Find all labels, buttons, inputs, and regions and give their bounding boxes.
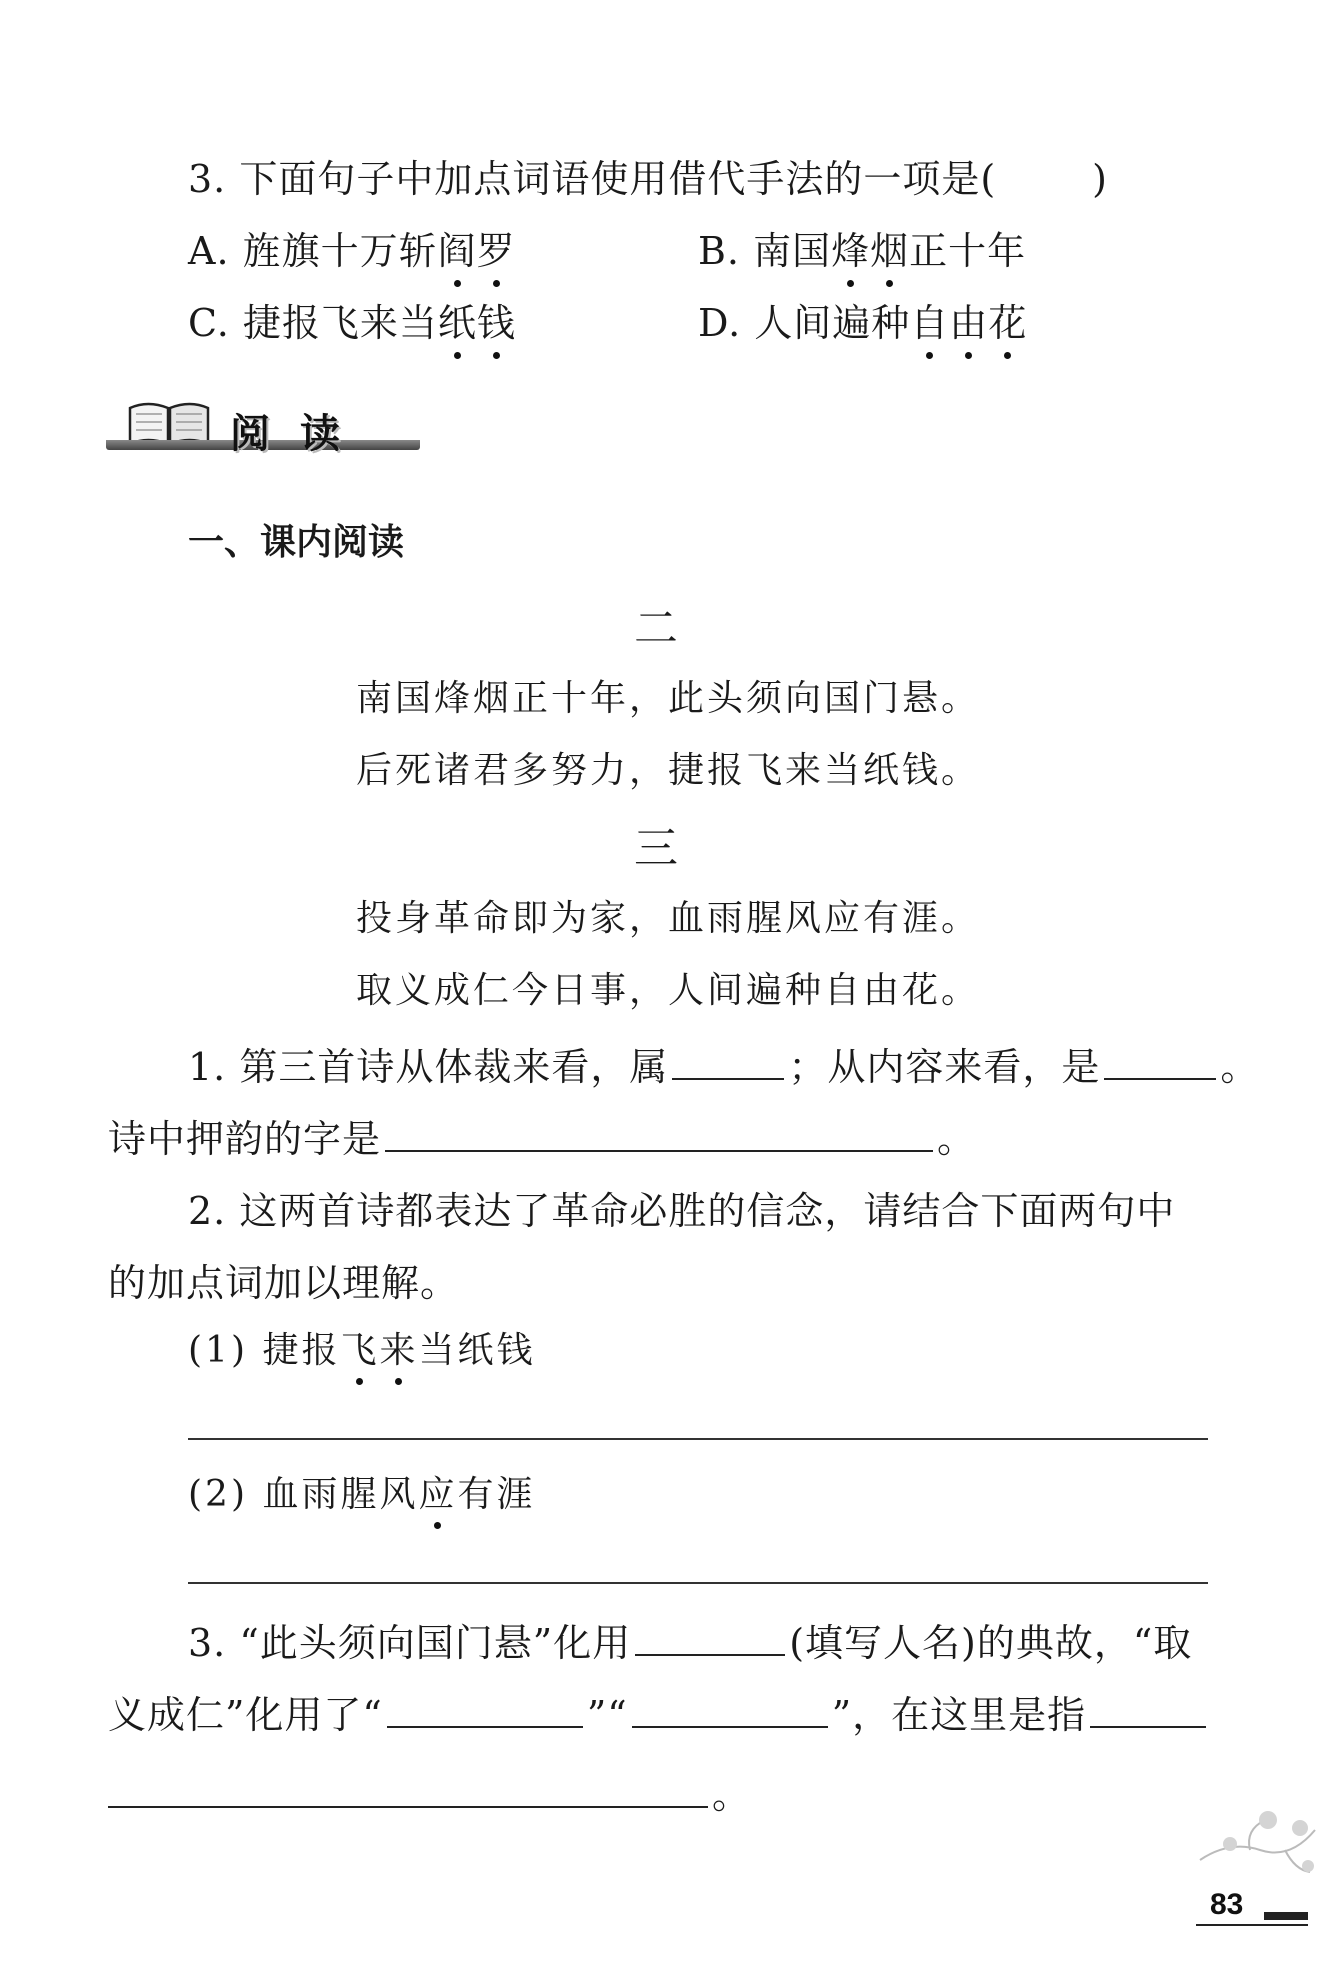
blank-person-name[interactable] bbox=[635, 1622, 785, 1656]
section-banner-reading bbox=[106, 400, 420, 464]
page-number-rule bbox=[1196, 1924, 1308, 1926]
dotted-char: 阎 bbox=[438, 220, 477, 275]
mc-question-stem: 3. 下面句子中加点词语使用借代手法的一项是( ) bbox=[188, 157, 1108, 201]
blank-quote-1[interactable] bbox=[387, 1694, 583, 1728]
blank-content[interactable] bbox=[1104, 1046, 1216, 1080]
option-a[interactable]: A. 旌旗十万斩阎罗 bbox=[188, 220, 516, 275]
dotted-char: 应 bbox=[418, 1466, 457, 1517]
page-number: 83 bbox=[1210, 1888, 1244, 1921]
answer-line-1[interactable] bbox=[188, 1438, 1208, 1440]
dotted-char: 自 bbox=[910, 292, 949, 347]
option-b[interactable]: B. 南国烽烟正十年 bbox=[698, 220, 1026, 275]
question-2-line1: 2. 这两首诗都表达了革命必胜的信念，请结合下面两句中 bbox=[188, 1189, 1176, 1233]
decorative-flower-icon bbox=[1190, 1800, 1320, 1880]
poem3-line1: 投身革命即为家，血雨腥风应有涯。 bbox=[356, 898, 981, 939]
part-heading: 一、课内阅读 bbox=[188, 522, 405, 563]
question-1-line1: 1. 第三首诗从体裁来看，属 ；从内容来看，是 。 bbox=[188, 1045, 1260, 1089]
dotted-char: 来 bbox=[379, 1322, 418, 1373]
poem-number-2: 二 bbox=[634, 603, 678, 654]
poem2-line2: 后死诸君多努力，捷报飞来当纸钱。 bbox=[356, 750, 981, 791]
section-title: 阅读 bbox=[230, 411, 370, 457]
option-c[interactable]: C. 捷报飞来当纸钱 bbox=[188, 292, 516, 347]
page-number-bar bbox=[1264, 1912, 1308, 1920]
q2-sub2: (2) 血雨腥风应有涯 bbox=[188, 1466, 535, 1517]
dotted-char: 飞 bbox=[340, 1322, 379, 1373]
question-3-line2: 义成仁”化用了“ ”“ ”，在这里是指 bbox=[108, 1684, 1210, 1739]
poem-number-3: 三 bbox=[634, 823, 678, 874]
dotted-char: 花 bbox=[988, 292, 1027, 347]
blank-meaning-start[interactable] bbox=[1090, 1694, 1206, 1728]
question-2-line2: 的加点词加以理解。 bbox=[108, 1261, 460, 1305]
question-3-line1: 3. “此头须向国门悬”化用 (填写人名)的典故，“取 bbox=[188, 1621, 1193, 1665]
dotted-char: 烽 bbox=[831, 220, 870, 275]
blank-meaning-end[interactable] bbox=[108, 1774, 708, 1808]
blank-genre[interactable] bbox=[672, 1046, 784, 1080]
dotted-char: 罗 bbox=[477, 220, 516, 275]
answer-line-2[interactable] bbox=[188, 1582, 1208, 1584]
question-3-line3: 。 bbox=[108, 1764, 751, 1819]
blank-rhyme[interactable] bbox=[385, 1118, 933, 1152]
blank-quote-2[interactable] bbox=[632, 1694, 828, 1728]
dotted-char: 纸 bbox=[438, 292, 477, 347]
poem2-line1: 南国烽烟正十年，此头须向国门悬。 bbox=[356, 678, 981, 719]
dotted-char: 由 bbox=[949, 292, 988, 347]
poem3-line2: 取义成仁今日事，人间遍种自由花。 bbox=[356, 970, 981, 1011]
dotted-char: 烟 bbox=[870, 220, 909, 275]
option-d[interactable]: D. 人间遍种自由花 bbox=[698, 292, 1027, 347]
question-1-line2: 诗中押韵的字是 。 bbox=[108, 1117, 977, 1161]
q2-sub1: (1) 捷报飞来当纸钱 bbox=[188, 1322, 536, 1373]
dotted-char: 钱 bbox=[477, 292, 516, 347]
